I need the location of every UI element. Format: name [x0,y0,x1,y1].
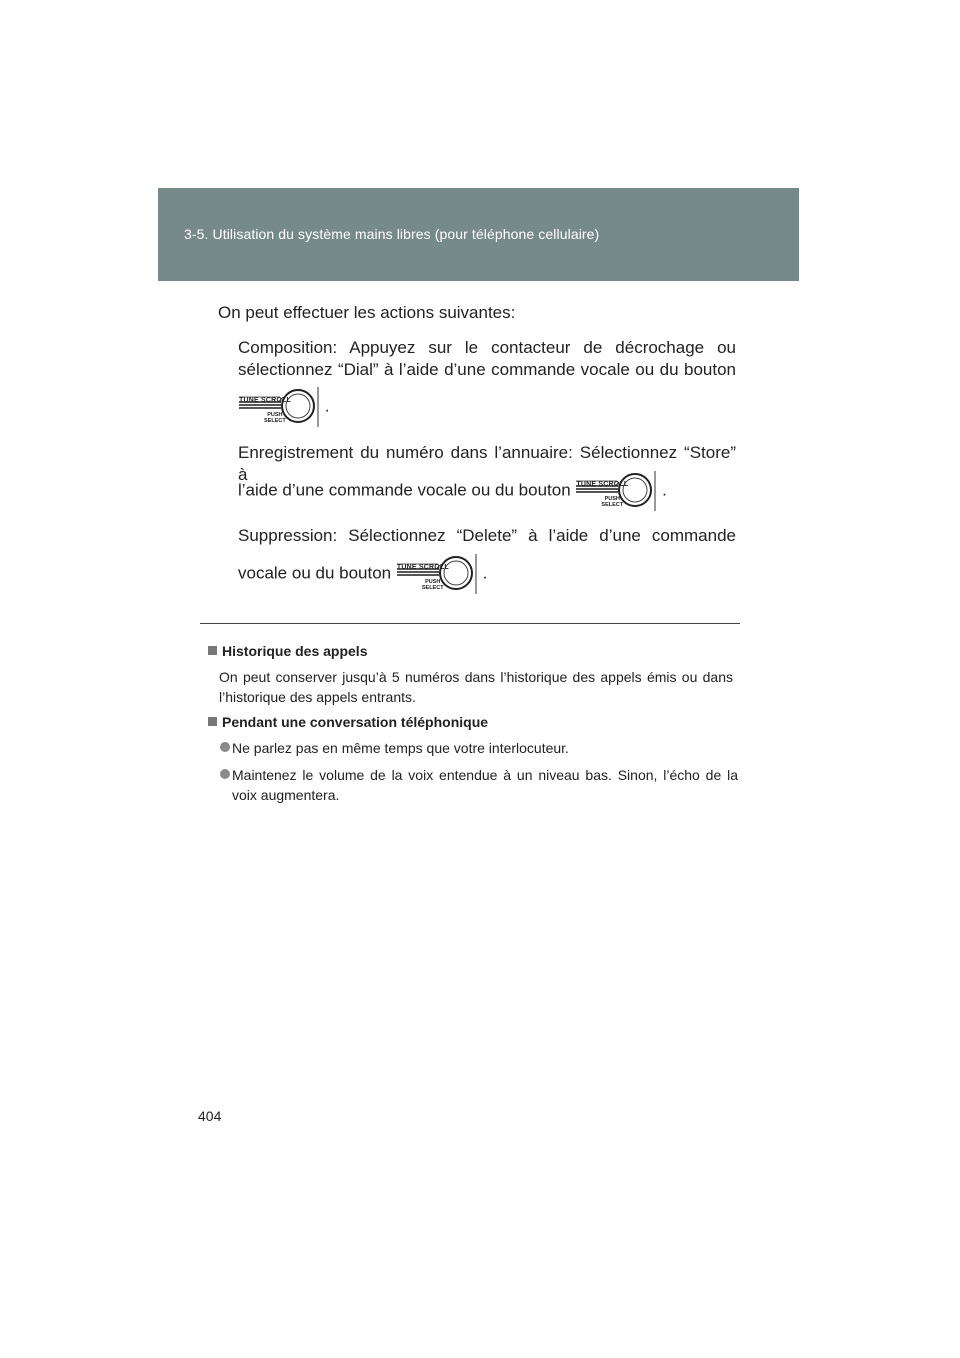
knob-push-select-label: PUSH SELECT [421,579,444,591]
suppression-line-1: Suppression: Sélectionnez “Delete” à l’aide d’une commande [238,526,736,545]
tune-scroll-knob-icon [575,470,657,512]
square-bullet-icon [208,717,217,726]
tune-scroll-knob-icon [396,553,478,595]
list-item: Maintenez le volume de la voix entendue à un niveau bas. Sinon, l’écho de la voix augmentera. [220,765,738,805]
enregistrement-line-1: Enregistrement du numéro dans l’annuaire: Sélectionnez “Store” à [238,443,736,484]
suppression-period: . [482,563,488,583]
section-divider [200,623,740,624]
composition-line-1: Composition: Appuyez sur le contacteur de décrochage ou [238,338,736,357]
section-title: 3-5. Utilisation du système mains libres (pour téléphone cellulaire) [184,226,600,242]
enregistrement-line-2-text: l’aide d’une commande vocale ou du bouton [238,480,571,500]
composition-line-3 [238,386,736,428]
suppression-line-2 [238,553,736,595]
note-conversation-title: Pendant une conversation téléphonique [208,714,488,730]
note-historique-title: Historique des appels [208,643,367,659]
knob-tune-label: TUNE SCROLL [239,397,291,404]
suppression-line-2-text: vocale ou du bouton [238,563,392,583]
circle-bullet-icon [220,742,230,752]
note-historique-body: On peut conserver jusqu’à 5 numéros dans l’historique des appels émis ou dans l’historique des appels entrants. [219,669,733,705]
section-header-bar [158,188,799,281]
enregistrement-line-2 [238,470,736,512]
list-item: Ne parlez pas en même temps que votre interlocuteur. [220,738,738,758]
knob-tune-label: TUNE SCROLL [576,481,629,488]
knob-push-select-label: PUSH SELECT [601,496,624,508]
intro-text: On peut effectuer les actions suivantes: [218,303,516,322]
composition-period: . [324,396,330,416]
square-bullet-icon [208,646,217,655]
composition-line-2: sélectionnez “Dial” à l’aide d’une commande vocale ou du bouton [238,360,736,379]
knob-push-select-label: PUSH SELECT [264,412,286,424]
enregistrement-period: . [662,480,667,500]
circle-bullet-icon [220,769,230,779]
page-number: 404 [198,1108,222,1124]
tune-scroll-knob-icon [238,386,320,428]
knob-tune-label: TUNE SCROLL [396,564,449,571]
